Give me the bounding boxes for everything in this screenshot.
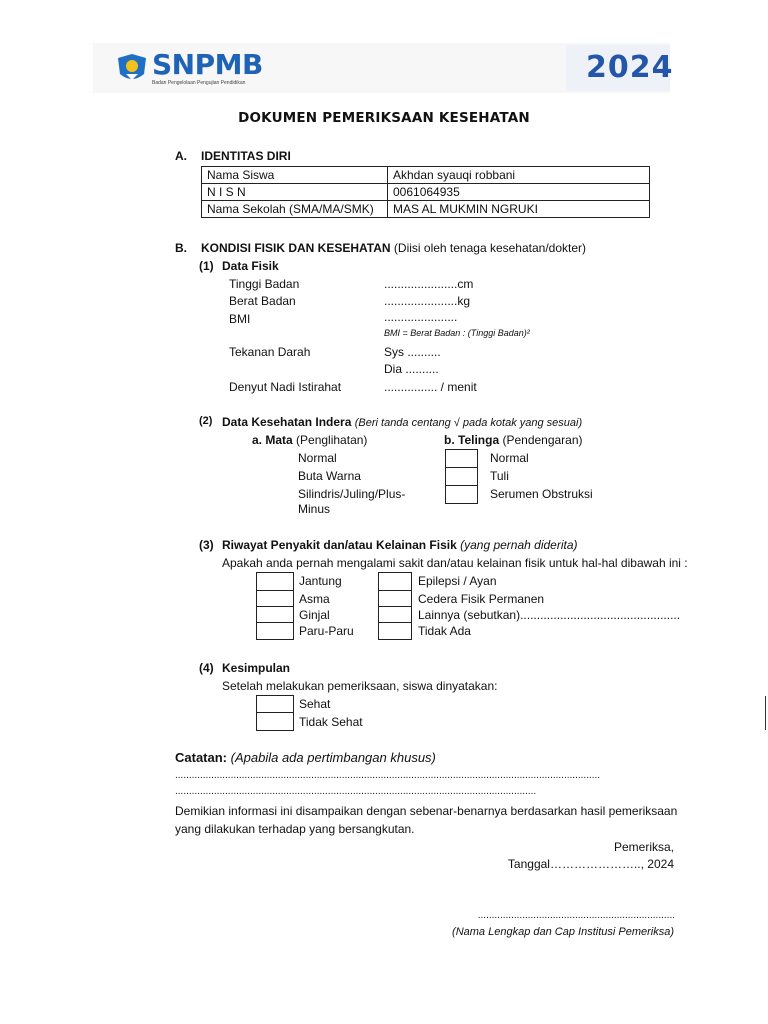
table-row <box>202 201 650 218</box>
catatan-line-1[interactable]: ......................................................................................................................................................... <box>175 770 601 781</box>
telinga-sub: (Pendengaran) <box>502 433 583 447</box>
identity-field: Nama Siswa <box>202 167 388 184</box>
riwayat-right-item: Epilepsi / Ayan <box>418 574 497 588</box>
telinga-item: Serumen Obstruksi <box>490 487 593 501</box>
identity-value: 0061064935 <box>388 184 650 201</box>
riwayat-left-item: Paru-Paru <box>299 624 354 638</box>
cedera-checkbox[interactable] <box>378 590 412 607</box>
kesimpulan-text: Setelah melakukan pemeriksaan, siswa dinyatakan: <box>222 679 498 693</box>
telinga-serumen-checkbox[interactable] <box>445 485 478 504</box>
catatan-heading <box>175 750 436 765</box>
tekanan-label: Tekanan Darah <box>229 345 311 359</box>
kesimpulan-item: Tidak Sehat <box>299 715 363 729</box>
signature-line[interactable]: ....................................................................... <box>477 910 675 921</box>
section-a-title: IDENTITAS DIRI <box>201 149 291 163</box>
brand-logo-text: SNPMB <box>152 48 263 81</box>
epilepsi-checkbox[interactable] <box>378 572 412 591</box>
identity-table <box>201 166 650 218</box>
tanggal-line[interactable]: Tanggal………………….., 2024 <box>507 857 674 871</box>
telinga-title: b. Telinga <box>444 433 500 447</box>
identity-value: Akhdan syauqi robbani <box>388 167 650 184</box>
ginjal-checkbox[interactable] <box>256 606 294 623</box>
tut-wuri-handayani-emblem-icon <box>114 52 150 86</box>
section-b-title: KONDISI FISIK DAN KESEHATAN <box>201 241 391 255</box>
section-b-label: B. <box>175 241 187 255</box>
tidak-ada-checkbox[interactable] <box>378 622 412 640</box>
mata-item: Buta Warna <box>298 469 361 483</box>
identity-value: MAS AL MUKMIN NGRUKI <box>388 201 650 218</box>
mata-sub: (Penglihatan) <box>296 433 368 447</box>
brand-subtitle: Badan Pengelolaan Pengujian Pendidikan <box>152 80 246 86</box>
jantung-checkbox[interactable] <box>256 572 294 591</box>
table-row <box>202 167 650 184</box>
telinga-tuli-checkbox[interactable] <box>445 467 478 486</box>
riwayat-note: (yang pernah diderita) <box>460 538 578 552</box>
bmi-formula: BMI = Berat Badan : (Tinggi Badan)² <box>384 328 530 338</box>
berat-label: Berat Badan <box>229 294 296 308</box>
kesimpulan-num: (4) <box>199 661 214 675</box>
document-title: DOKUMEN PEMERIKSAAN KESEHATAN <box>238 110 530 126</box>
paru-paru-checkbox[interactable] <box>256 622 294 640</box>
telinga-heading <box>444 433 583 447</box>
pemeriksa-label: Pemeriksa, <box>613 840 674 854</box>
mata-item: Normal <box>298 451 337 465</box>
lainnya-checkbox[interactable] <box>378 606 412 623</box>
bmi-value[interactable]: ...................... <box>384 310 458 324</box>
closing-line-1: Demikian informasi ini disampaikan dengan sebenar-benarnya berdasarkan hasil pemeriksaan <box>175 804 678 818</box>
data-fisik-num: (1) <box>199 259 214 273</box>
identity-field: Nama Sekolah (SMA/MA/SMK) <box>202 201 388 218</box>
riwayat-right-item[interactable]: Lainnya (sebutkan)................................................ <box>418 608 681 622</box>
kesimpulan-item: Sehat <box>299 697 331 711</box>
page-edge-marker <box>765 696 766 730</box>
sys-value[interactable]: Sys .......... <box>384 345 441 359</box>
mata-title: a. Mata <box>252 433 293 447</box>
riwayat-left-item: Jantung <box>299 574 342 588</box>
riwayat-heading <box>222 538 578 552</box>
section-b-note: (Diisi oleh tenaga kesehatan/dokter) <box>393 241 587 255</box>
riwayat-question: Apakah anda pernah mengalami sakit dan/atau kelainan fisik untuk hal-hal dibawah ini : <box>222 556 688 570</box>
kesimpulan-title: Kesimpulan <box>222 661 291 675</box>
telinga-item: Normal <box>490 451 529 465</box>
indera-note: (Beri tanda centang √ pada kotak yang sesuai) <box>354 417 583 429</box>
mata-item: Silindris/Juling/Plus- <box>298 487 406 501</box>
telinga-normal-checkbox[interactable] <box>445 449 478 468</box>
tinggi-value[interactable]: ......................cm <box>384 277 474 291</box>
data-fisik-title: Data Fisik <box>222 259 279 273</box>
closing-line-2: yang dilakukan terhadap yang bersangkutan. <box>175 822 415 836</box>
riwayat-right-item: Tidak Ada <box>418 624 471 638</box>
table-row <box>202 184 650 201</box>
mata-heading <box>252 433 367 447</box>
mata-item: Minus <box>298 502 331 516</box>
indera-title: Data Kesehatan Indera <box>222 415 352 429</box>
riwayat-title: Riwayat Penyakit dan/atau Kelainan Fisik <box>222 538 457 552</box>
identity-field: N I S N <box>202 184 388 201</box>
catatan-line-2[interactable]: .................................................................................................................................. <box>175 786 537 797</box>
sehat-checkbox[interactable] <box>256 695 294 713</box>
dia-value[interactable]: Dia .......... <box>384 362 439 376</box>
catatan-title: Catatan: <box>175 750 228 765</box>
header-year: 2024 <box>586 50 674 85</box>
riwayat-left-item: Ginjal <box>299 608 330 622</box>
indera-heading <box>222 415 582 429</box>
bmi-label: BMI <box>229 312 251 326</box>
signature-caption: (Nama Lengkap dan Cap Institusi Pemeriksa) <box>452 926 674 938</box>
tinggi-label: Tinggi Badan <box>229 277 300 291</box>
tidak-sehat-checkbox[interactable] <box>256 712 294 731</box>
asma-checkbox[interactable] <box>256 590 294 607</box>
catatan-note: (Apabila ada pertimbangan khusus) <box>230 750 436 765</box>
riwayat-num: (3) <box>199 538 214 552</box>
telinga-item: Tuli <box>490 469 509 483</box>
riwayat-right-item: Cedera Fisik Permanen <box>418 592 545 606</box>
berat-value[interactable]: ......................kg <box>384 294 471 308</box>
section-b-heading <box>201 241 586 255</box>
section-a-label: A. <box>175 149 187 163</box>
nadi-label: Denyut Nadi Istirahat <box>229 380 342 394</box>
riwayat-left-item: Asma <box>299 592 330 606</box>
nadi-value[interactable]: ................ / menit <box>384 380 477 394</box>
indera-num: (2) <box>199 415 213 427</box>
